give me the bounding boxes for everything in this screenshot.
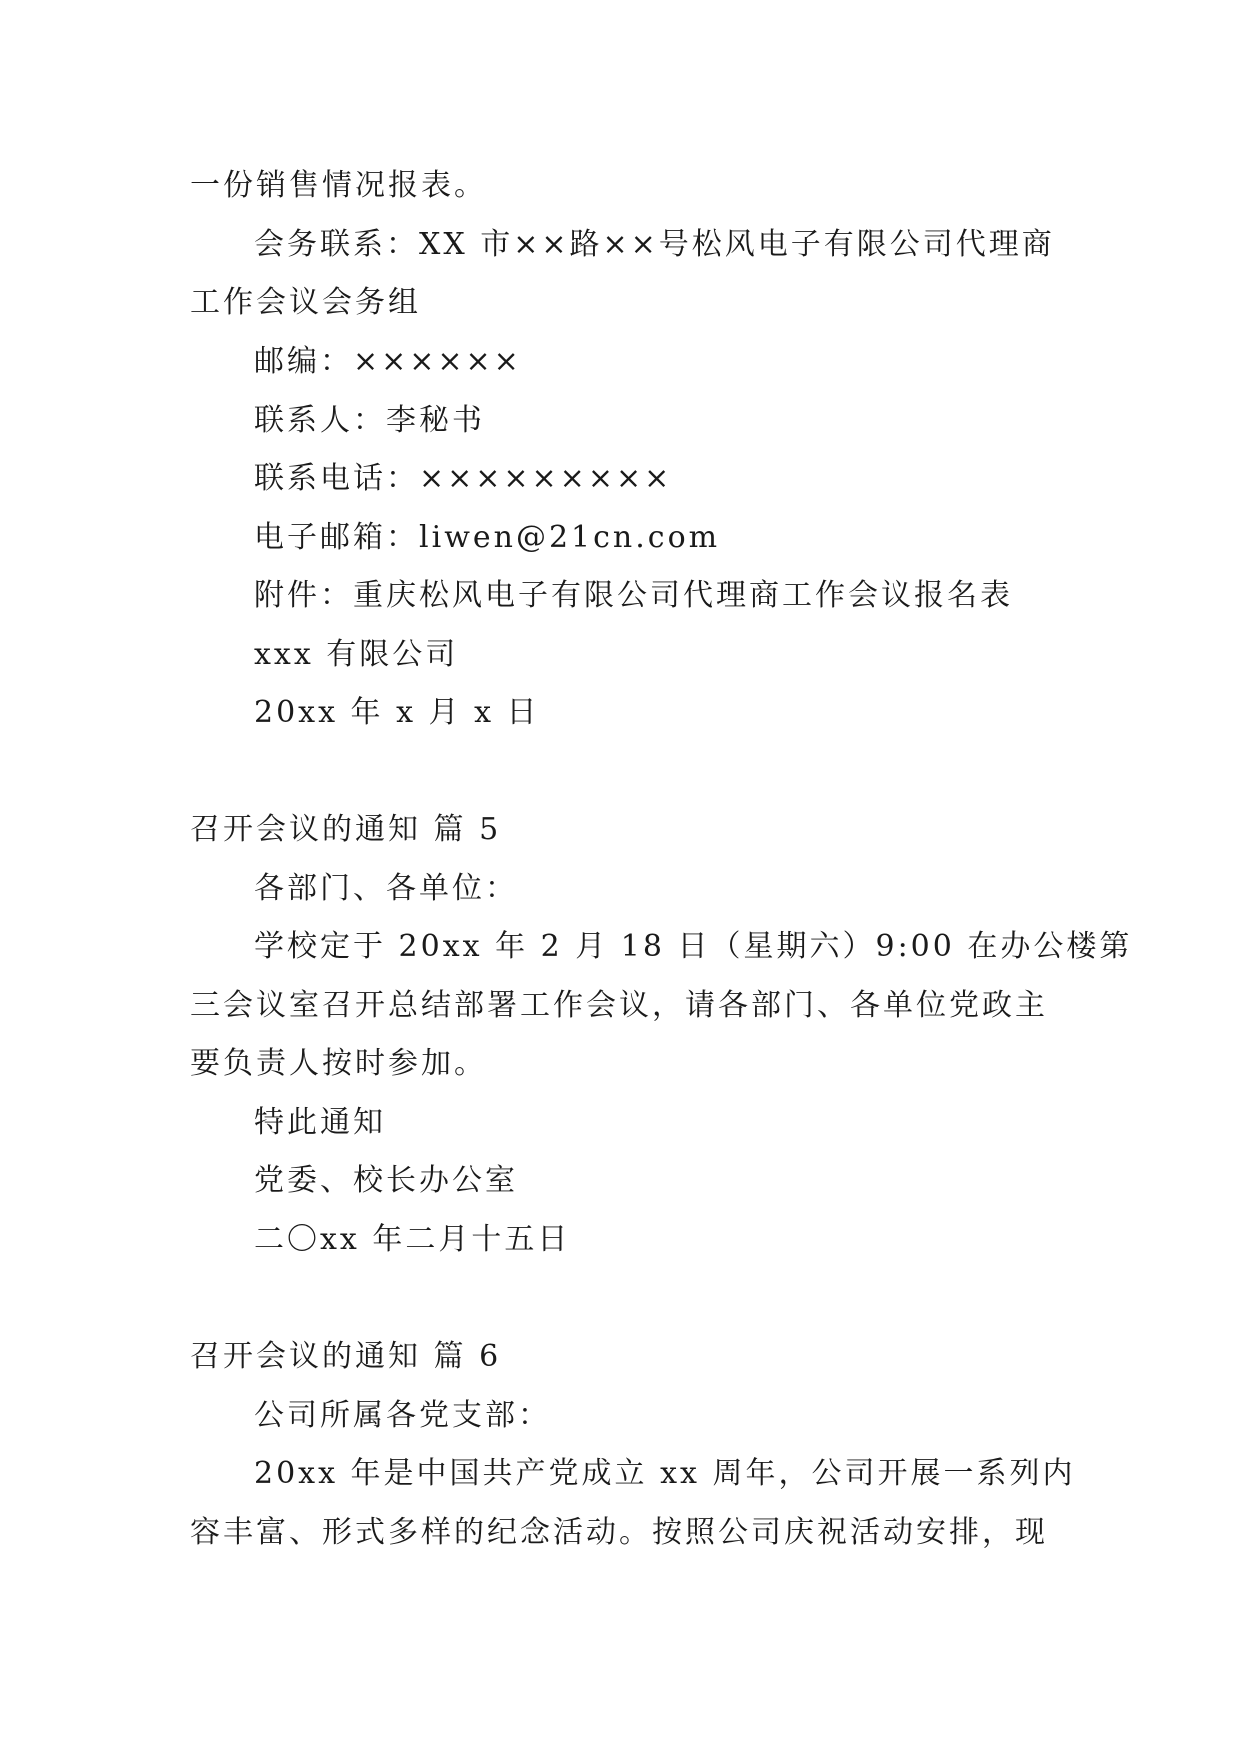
contact-phone-line: 联系电话：××××××××× [254, 461, 673, 496]
issuer-signature: 党委、校长办公室 [254, 1163, 518, 1198]
contact-address-line: 会务联系：XX 市××路××号松风电子有限公司代理商 [254, 227, 1055, 262]
salutation-line: 各部门、各单位： [254, 871, 518, 906]
notice-paragraph-line: 20xx 年是中国共产党成立 xx 周年，公司开展一系列内 [254, 1456, 1076, 1491]
contact-address-continuation: 工作会议会务组 [190, 285, 421, 320]
closing-line: 特此通知 [254, 1105, 386, 1140]
notice-paragraph-line: 三会议室召开总结部署工作会议，请各部门、各单位党政主 [190, 988, 1048, 1023]
company-signature: xxx 有限公司 [254, 637, 459, 672]
notice-paragraph-line: 要负责人按时参加。 [190, 1046, 487, 1081]
email-line: 电子邮箱：liwen@21cn.com [254, 520, 721, 555]
date-line: 20xx 年 x 月 x 日 [254, 695, 540, 730]
contact-person-line: 联系人：李秘书 [254, 403, 485, 438]
date-line: 二〇xx 年二月十五日 [254, 1222, 571, 1257]
notice-paragraph-line: 容丰富、形式多样的纪念活动。按照公司庆祝活动安排，现 [190, 1515, 1048, 1550]
section-heading-6: 召开会议的通知 篇 6 [190, 1339, 502, 1374]
body-text-line: 一份销售情况报表。 [190, 168, 487, 203]
notice-paragraph-line: 学校定于 20xx 年 2 月 18 日（星期六）9:00 在办公楼第 [254, 929, 1133, 964]
salutation-line: 公司所属各党支部： [254, 1398, 551, 1433]
postcode-line: 邮编：×××××× [254, 344, 522, 379]
section-heading-5: 召开会议的通知 篇 5 [190, 812, 502, 847]
attachment-line: 附件：重庆松风电子有限公司代理商工作会议报名表 [254, 578, 1013, 613]
